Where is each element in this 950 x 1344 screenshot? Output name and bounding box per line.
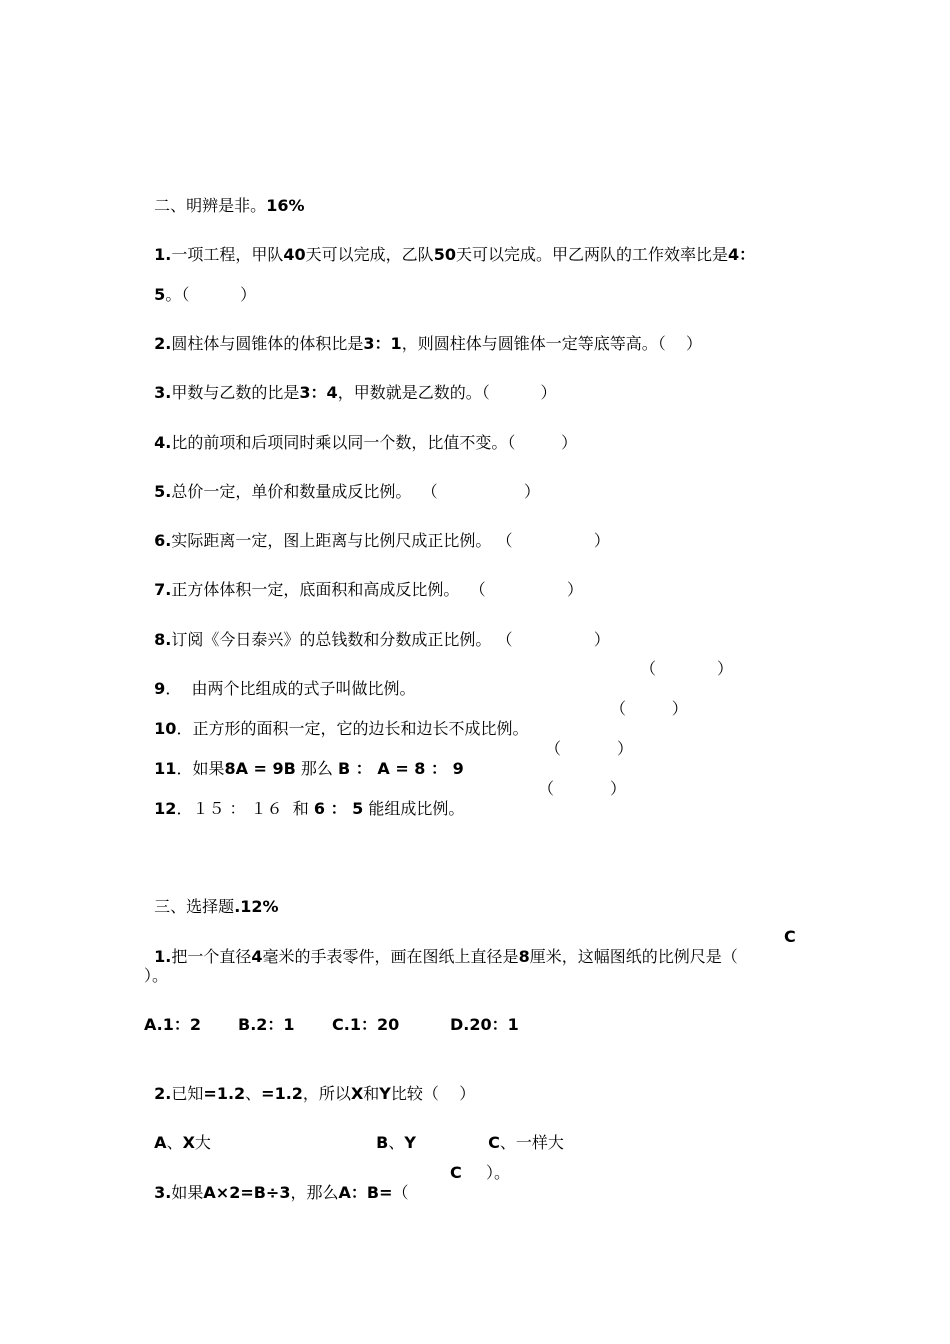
item-value: 4： (727, 245, 756, 264)
question-text: ）。 (486, 1163, 511, 1182)
option-c (478, 1113, 564, 1153)
item-equation: B ： A = 8 ： 9 (338, 759, 464, 778)
option-b: B.2：1 (238, 1015, 295, 1034)
question-value: 4 (251, 947, 263, 966)
mc-question-1-continuation: ）。 (144, 966, 169, 985)
tf-item-4 (144, 413, 577, 453)
item-text: 能组成比例。 (363, 799, 465, 818)
option-text: 、一样大 (499, 1133, 564, 1152)
item-text: ，则圆柱体与圆锥体一定等底等高。（ ） (401, 334, 703, 353)
item-equation: 8A = 9B (224, 759, 296, 778)
question-variable: Y (379, 1084, 391, 1103)
mc-question-3 (144, 1163, 409, 1203)
item-number: 4. (154, 433, 172, 452)
item-text: 总价一定，单价和数量成反比例。 （ ） (171, 482, 541, 501)
tf-item-11 (144, 739, 464, 779)
answer-blank: （ ） (610, 699, 688, 718)
question-text: 毫米的手表零件，画在图纸上直径是 (262, 947, 519, 966)
question-text: 厘米，这幅图纸的比例尺是（ (529, 947, 738, 966)
section-2-heading (144, 176, 304, 216)
item-text: ． 由两个比组成的式子叫做比例。 (165, 679, 416, 698)
item-text: 天可以完成。甲乙两队的工作效率比是 (455, 245, 728, 264)
item-value: 5 (154, 285, 166, 304)
tf-item-8 (144, 610, 610, 650)
item-text: 比的前项和后项同时乘以同一个数，比值不变。（ ） (171, 433, 578, 452)
item-text: ．正方形的面积一定，它的边长和边长不成比例。 (176, 719, 529, 738)
item-ratio: 3：1 (363, 334, 402, 353)
question-number: 3. (154, 1183, 172, 1202)
tf-item-6 (144, 511, 610, 551)
item-number: 8. (154, 630, 172, 649)
item-value: 40 (283, 245, 306, 264)
option-label: B (376, 1133, 389, 1152)
item-number: 5. (154, 482, 172, 501)
question-expression: A×2=B÷3 (203, 1183, 291, 1202)
item-number: 6. (154, 531, 172, 550)
item-number: 3. (154, 383, 172, 402)
question-text: 已知 (171, 1084, 204, 1103)
question-text: ，所以 (302, 1084, 351, 1103)
item-text: ，甲数就是乙数的。（ ） (337, 383, 557, 402)
question-text: 把一个直径 (171, 947, 252, 966)
item-text: ．１５ ： １６ 和 (176, 799, 314, 818)
item-text: 订阅《今日泰兴》的总钱数和分数成正比例。 （ ） (171, 630, 610, 649)
tf-item-7 (144, 560, 583, 600)
item-text: 实际距离一定，图上距离与比例尺成正比例。 （ ） (171, 531, 610, 550)
answer-blank: （ ） (545, 739, 633, 758)
item-text: 甲数与乙数的比是 (171, 383, 300, 402)
tf-item-1-continuation (144, 265, 256, 305)
option-label: A (154, 1133, 167, 1152)
item-text: 圆柱体与圆锥体的体积比是 (171, 334, 364, 353)
question-text: 、 (245, 1084, 262, 1103)
option-a (144, 1113, 211, 1153)
tf-item-9 (144, 659, 416, 699)
option-label: C (488, 1133, 500, 1152)
tf-item-3 (144, 363, 557, 403)
option-text: 、 (166, 1133, 183, 1152)
tf-item-5 (144, 462, 540, 502)
answer-mark: C (784, 927, 796, 946)
section-3-heading-text: 三、选择题 (154, 897, 235, 916)
section-3-heading (144, 877, 279, 917)
answer-blank: 。（ ） (165, 285, 257, 304)
tf-item-12 (144, 779, 464, 819)
question-text: ，那么 (290, 1183, 339, 1202)
option-text: 大 (194, 1133, 211, 1152)
item-number: 2. (154, 334, 172, 353)
tf-item-10 (144, 699, 528, 739)
item-text: ．如果 (176, 759, 225, 778)
tf-item-1 (144, 225, 755, 265)
question-expression: A：B= (338, 1183, 393, 1202)
section-2-heading-text: 二、明辨是非。 (154, 196, 267, 215)
option-text: X (182, 1133, 195, 1152)
option-text: Y (404, 1133, 416, 1152)
question-text: 如果 (171, 1183, 204, 1202)
question-value: =1.2 (203, 1084, 246, 1103)
option-text: 、 (388, 1133, 405, 1152)
answer-blank: （ ） (640, 659, 734, 678)
question-text: 比较（ ） (390, 1084, 476, 1103)
question-value: =1.2 (261, 1084, 303, 1103)
item-number: 12 (154, 799, 177, 818)
section-2-heading-pct: 16% (266, 196, 305, 215)
option-b (366, 1113, 416, 1153)
question-variable: X (350, 1084, 364, 1103)
item-number: 1. (154, 245, 172, 264)
item-number: 11 (154, 759, 177, 778)
question-text: 和 (363, 1084, 380, 1103)
tf-item-2 (144, 314, 702, 354)
item-number: 9 (154, 679, 166, 698)
question-text: （ (392, 1183, 409, 1202)
option-a: A.1：2 (144, 1015, 202, 1034)
answer-blank: （ ） (538, 779, 626, 798)
mc-question-2 (144, 1064, 475, 1104)
item-ratio: 3：4 (299, 383, 338, 402)
question-number: 2. (154, 1084, 172, 1103)
mc-question-1 (144, 927, 738, 967)
answer-mark: C (450, 1163, 462, 1182)
item-text: 那么 (295, 759, 339, 778)
item-number: 7. (154, 580, 172, 599)
item-text: 一项工程，甲队 (171, 245, 284, 264)
option-d: D.20：1 (450, 1015, 519, 1034)
question-number: 1. (154, 947, 172, 966)
item-value: 50 (433, 245, 456, 264)
item-text: 正方体体积一定，底面积和高成反比例。 （ ） (171, 580, 583, 599)
option-c: C.1：20 (332, 1015, 400, 1034)
item-equation: 6 ： 5 (313, 799, 364, 818)
item-text: 天可以完成，乙队 (305, 245, 434, 264)
question-value: 8 (518, 947, 530, 966)
section-3-heading-pct: .12% (234, 897, 279, 916)
item-number: 10 (154, 719, 177, 738)
